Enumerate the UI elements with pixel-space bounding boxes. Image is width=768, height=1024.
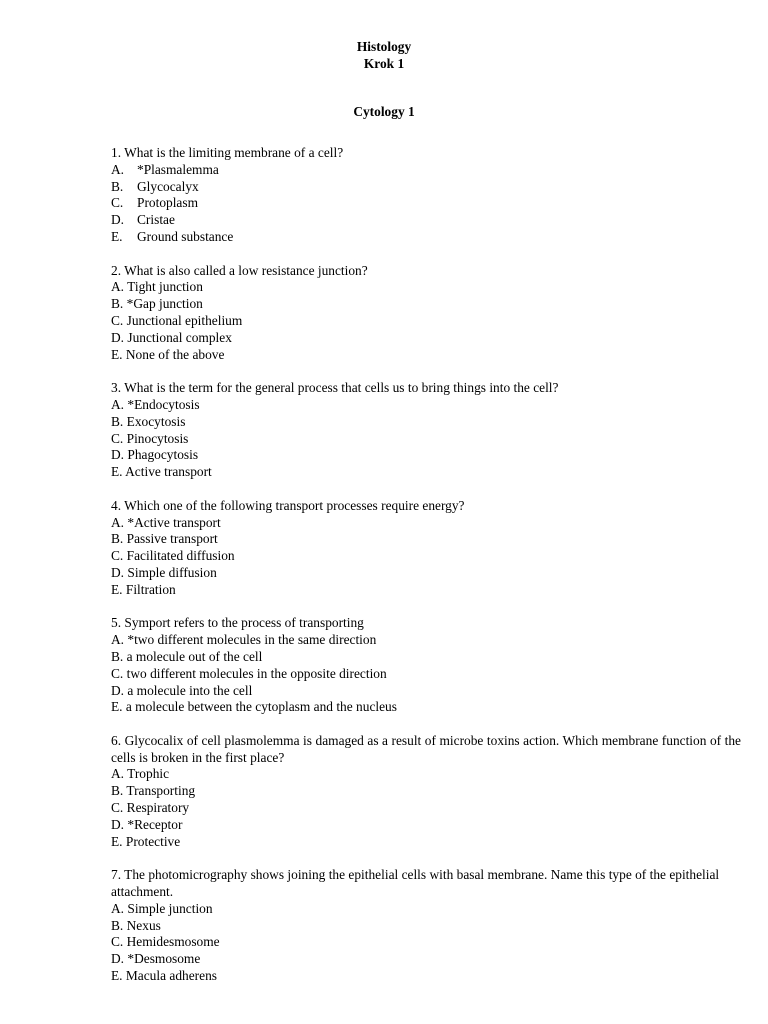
answer-option [111,431,741,448]
answer-option [111,766,741,783]
answer-option [111,800,741,817]
section-heading: Cytology 1 [353,104,415,119]
option-letter: E. [111,346,123,362]
option-letter: C. [111,195,124,211]
option-text: Transporting [126,783,196,799]
option-text: *Active transport [127,514,221,530]
option-text: Protective [125,833,181,849]
option-text: *Gap junction [126,296,203,312]
option-letter: E. [111,699,123,715]
answer-option [111,195,741,212]
answer-option [111,447,741,464]
answer-option [111,565,741,582]
option-text: Pinocytosis [126,430,189,446]
option-letter: C. [111,934,124,950]
answer-option [111,901,741,918]
answer-option [111,330,741,347]
option-letter: D. [111,951,125,967]
answer-option [111,531,741,548]
option-letter: B. [111,648,124,664]
answer-option [111,229,741,246]
option-letter: C. [111,430,124,446]
option-text: Facilitated diffusion [126,548,235,564]
option-text: *Plasmalemma [137,161,219,177]
option-letter: E. [111,968,123,984]
answer-option [111,464,741,481]
option-text: Glycocalyx [137,178,199,194]
option-text: *Receptor [127,816,183,832]
answer-option [111,279,741,296]
option-text: Ground substance [137,228,234,244]
answer-option [111,515,741,532]
option-text: Passive transport [126,531,218,547]
answer-option [111,918,741,935]
option-letter: B. [111,178,124,194]
option-letter: A. [111,632,125,648]
option-text: two different molecules in the opposite direction [126,665,387,681]
question-1 [111,145,741,246]
answer-option [111,179,741,196]
question-text: 3. What is the term for the general process that cells us to bring things into the cell? [111,380,559,396]
option-letter: A. [111,514,125,530]
option-letter: C. [111,800,124,816]
option-text: Protoplasm [137,195,199,211]
option-letter: D. [111,329,125,345]
question-6 [111,733,741,851]
option-text: Filtration [125,581,176,597]
option-letter: D. [111,447,125,463]
option-text: *Endocytosis [127,396,200,412]
answer-option [111,582,741,599]
option-text: Junctional epithelium [126,312,243,328]
answer-option [111,834,741,851]
answer-option [111,649,741,666]
option-letter: E. [111,581,123,597]
option-text: Active transport [125,464,212,480]
option-text: *Desmosome [127,951,201,967]
question-2 [111,263,741,364]
answer-option [111,951,741,968]
option-letter: A. [111,161,125,177]
option-text: None of the above [125,346,225,362]
option-text: Tight junction [127,279,203,295]
option-text: Trophic [127,766,170,782]
question-4 [111,498,741,599]
document-title: Histology [356,39,412,54]
option-letter: A. [111,396,125,412]
option-letter: C. [111,312,124,328]
answer-option [111,296,741,313]
option-text: Hemidesmosome [126,934,220,950]
question-text: 1. What is the limiting membrane of a cell? [111,145,344,160]
option-text: Nexus [126,917,161,933]
option-text: *two different molecules in the same direction [127,632,377,648]
answer-option [111,212,741,229]
question-text: 6. Glycocalix of cell plasmolemma is damaged as a result of microbe toxins action. Which membrane function of the cells is broken in the first place? [111,732,741,765]
answer-option [111,414,741,431]
answer-option [111,699,741,716]
answer-option [111,548,741,565]
answer-option [111,934,741,951]
option-letter: A. [111,900,125,916]
option-letter: E. [111,833,123,849]
answer-option [111,397,741,414]
answer-option [111,683,741,700]
question-7 [111,867,741,985]
option-text: Respiratory [126,800,190,816]
option-letter: D. [111,564,125,580]
option-letter: C. [111,665,124,681]
option-text: Junctional complex [127,329,232,345]
option-text: Simple junction [127,900,213,916]
option-text: Macula adherens [125,968,217,984]
question-text: 7. The photomicrography shows joining the epithelial cells with basal membrane. Name this type of the epithelial attachment. [111,867,720,900]
option-letter: B. [111,296,124,312]
question-text: 2. What is also called a low resistance junction? [111,262,368,278]
answer-option [111,162,741,179]
answer-option [111,817,741,834]
option-letter: A. [111,279,125,295]
answer-option [111,347,741,364]
question-text: 4. Which one of the following transport processes require energy? [111,497,465,513]
answer-option [111,783,741,800]
option-text: Phagocytosis [127,447,199,463]
question-3 [111,380,741,481]
option-letter: E. [111,464,123,480]
answer-option [111,632,741,649]
option-letter: A. [111,766,125,782]
option-text: a molecule out of the cell [126,648,263,664]
answer-option [111,968,741,985]
option-letter: B. [111,917,124,933]
question-list [111,145,741,1002]
option-letter: D. [111,682,125,698]
option-text: a molecule between the cytoplasm and the nucleus [125,699,397,715]
document-subtitle: Krok 1 [363,56,405,71]
option-letter: D. [111,816,125,832]
question-text: 5. Symport refers to the process of transporting [111,615,364,631]
option-letter: C. [111,548,124,564]
answer-option [111,313,741,330]
option-letter: D. [111,212,125,228]
option-letter: E. [111,228,123,244]
option-text: Cristae [137,212,175,228]
question-5 [111,615,741,716]
option-text: Exocytosis [126,413,186,429]
option-letter: B. [111,783,124,799]
option-text: Simple diffusion [127,564,217,580]
answer-option [111,666,741,683]
option-letter: B. [111,413,124,429]
option-letter: B. [111,531,124,547]
option-text: a molecule into the cell [127,682,253,698]
